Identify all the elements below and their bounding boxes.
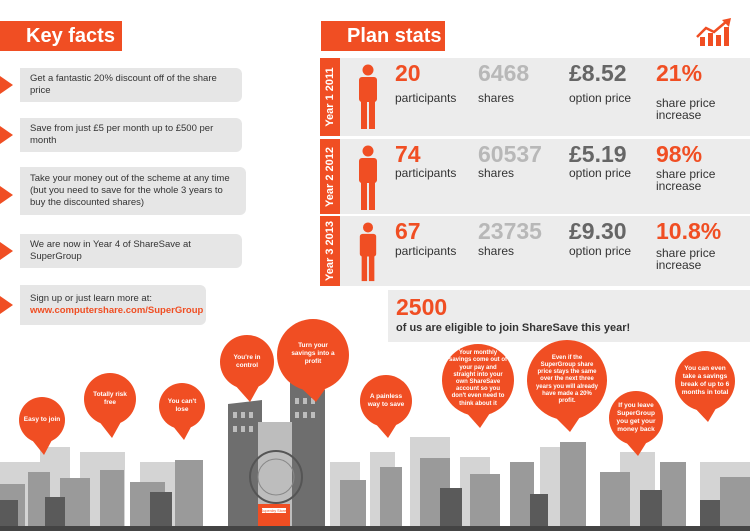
increase-label: increase: [656, 258, 702, 272]
option-price-label: option price: [569, 166, 632, 180]
bubble-text: Turn your savings into a profit: [291, 342, 335, 365]
option-price-label: option price: [569, 91, 632, 105]
year-name: Year 1: [324, 94, 336, 127]
participants-value: 74: [395, 141, 421, 167]
key-facts-title: Key facts: [26, 25, 115, 47]
shares-label: shares: [478, 244, 515, 258]
year-name: Year 2: [324, 174, 336, 207]
year-value: 2012: [324, 146, 336, 171]
bubble-text: You're in control: [233, 354, 261, 369]
increase-value: 21%: [656, 60, 703, 86]
shop-sign: Superdry Store.: [260, 509, 288, 513]
shares-label: shares: [478, 91, 515, 105]
shares-value: 23735: [478, 218, 542, 244]
increase-value: 98%: [656, 141, 703, 167]
fact-text: Sign up or just learn more at:: [30, 293, 152, 304]
fact-text: Take your money out of the scheme at any time (but you need to save for the whole 3 years to buy the discounted shares): [30, 173, 230, 208]
participants-value: 20: [395, 60, 421, 86]
bubble-text: Even if the SuperGroup share price stays the same over the next three years you will already have made a 20% profit.: [535, 354, 599, 404]
bubble-text: Your monthly savings come out of your pay and straight into your own ShareSave account so you don't even need to think about it: [448, 350, 507, 407]
fact-text: Get a fantastic 20% discount off of the share price: [30, 73, 217, 96]
option-price-value: £5.19: [569, 141, 627, 167]
bubble-text: If you leave SuperGroup you get your money back: [616, 402, 656, 433]
increase-value: 10.8%: [656, 218, 722, 244]
eligible-number: 2500: [396, 294, 448, 320]
increase-label: share price: [656, 167, 716, 181]
participants-label: participants: [395, 244, 457, 258]
fact-text: Save from just £5 per month up to £500 per month: [30, 123, 214, 146]
bubble-text: Totally risk free: [93, 391, 127, 406]
participants-value: 67: [395, 218, 421, 244]
participants-label: participants: [395, 166, 457, 180]
option-price-label: option price: [569, 244, 632, 258]
increase-label: share price: [656, 246, 716, 260]
bubble-text: A painless way to save: [367, 393, 405, 408]
bubble-text: You can even take a savings break of up to 6 months in total: [680, 365, 730, 396]
shares-value: 60537: [478, 141, 542, 167]
increase-label: increase: [656, 179, 702, 193]
participants-label: participants: [395, 91, 457, 105]
year-value: 2013: [324, 221, 336, 246]
fact-text: We are now in Year 4 of ShareSave at SuperGroup: [30, 239, 191, 262]
option-price-value: £9.30: [569, 218, 627, 244]
increase-label: share price: [656, 96, 716, 110]
eligible-text: of us are eligible to join ShareSave this year!: [396, 322, 631, 334]
option-price-value: £8.52: [569, 60, 627, 86]
year-name: Year 3: [324, 248, 336, 281]
year-value: 2011: [324, 67, 336, 92]
bubble-text: You can't lose: [167, 398, 197, 413]
bubble-text: Easy to join: [23, 416, 61, 423]
computershare-link[interactable]: www.computershare.com/SuperGroup: [30, 305, 204, 316]
shares-label: shares: [478, 166, 515, 180]
plan-stats-title: Plan stats: [347, 25, 442, 47]
shares-value: 6468: [478, 60, 530, 86]
increase-label: increase: [656, 108, 702, 122]
